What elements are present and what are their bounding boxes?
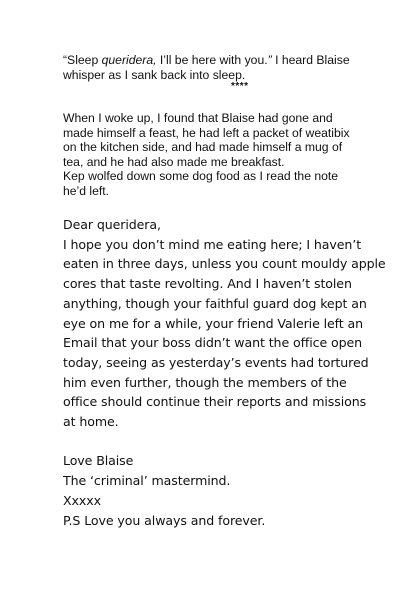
quote-close: ” (267, 53, 272, 67)
letter-body-line: Email that your boss didn’t want the office open (63, 335, 363, 351)
letter-body-line: eaten in three days, unless you count mouldy apple (63, 256, 386, 272)
letter-body-line: cores that taste revolting. And I haven’t stolen (63, 276, 352, 292)
letter-body-line: at home. (63, 414, 119, 430)
morning-paragraph-line: made himself a feast, he had left a packet of weatibix (63, 125, 350, 140)
morning-paragraph-line: tea, and he had also made me breakfast. (63, 154, 285, 169)
letter-body-line: today, seeing as yesterday’s events had tortured (63, 354, 369, 370)
morning-paragraph-line: When I woke up, I found that Blaise had gone and (63, 111, 333, 125)
quote-italic-word: queridera, (101, 53, 157, 67)
letter-body-line: office should continue their reports and missions (63, 394, 367, 410)
scene-break: **** (231, 81, 249, 92)
letter-signoff: Love Blaise (63, 453, 134, 469)
morning-paragraph-line: on the kitchen side, and had made himself a mug of (63, 140, 343, 154)
handwritten-note (63, 215, 386, 530)
quote-rest: I’ll be here with you. (156, 53, 268, 67)
morning-paragraph-line: he’d left. (63, 183, 110, 198)
letter-body-line: him even further, though the members of the (63, 374, 347, 390)
narration-after-quote: I heard Blaise (271, 53, 350, 67)
letter-body-line: eye on me for a while, your friend Valerie left an (63, 315, 364, 331)
quote-open: “Sleep (63, 53, 102, 67)
letter-signature: The ‘criminal’ mastermind. (63, 473, 231, 489)
letter-postscript: P.S Love you always and forever. (63, 512, 266, 528)
letter-body-line: I hope you don’t mind me eating here; I haven’t (63, 236, 362, 252)
morning-paragraph-line: Kep wolfed down some dog food as I read the note (63, 169, 339, 183)
letter-greeting: Dear queridera, (63, 217, 161, 232)
letter-body-line: anything, though your faithful guard dog kept an (63, 295, 367, 311)
morning-paragraph (63, 111, 383, 198)
letter-spacer (63, 432, 383, 452)
letter-kisses: Xxxxx (63, 492, 101, 508)
opening-paragraph (63, 53, 383, 82)
opening-paragraph-line-2: whisper as I sank back into sleep. (63, 67, 246, 82)
